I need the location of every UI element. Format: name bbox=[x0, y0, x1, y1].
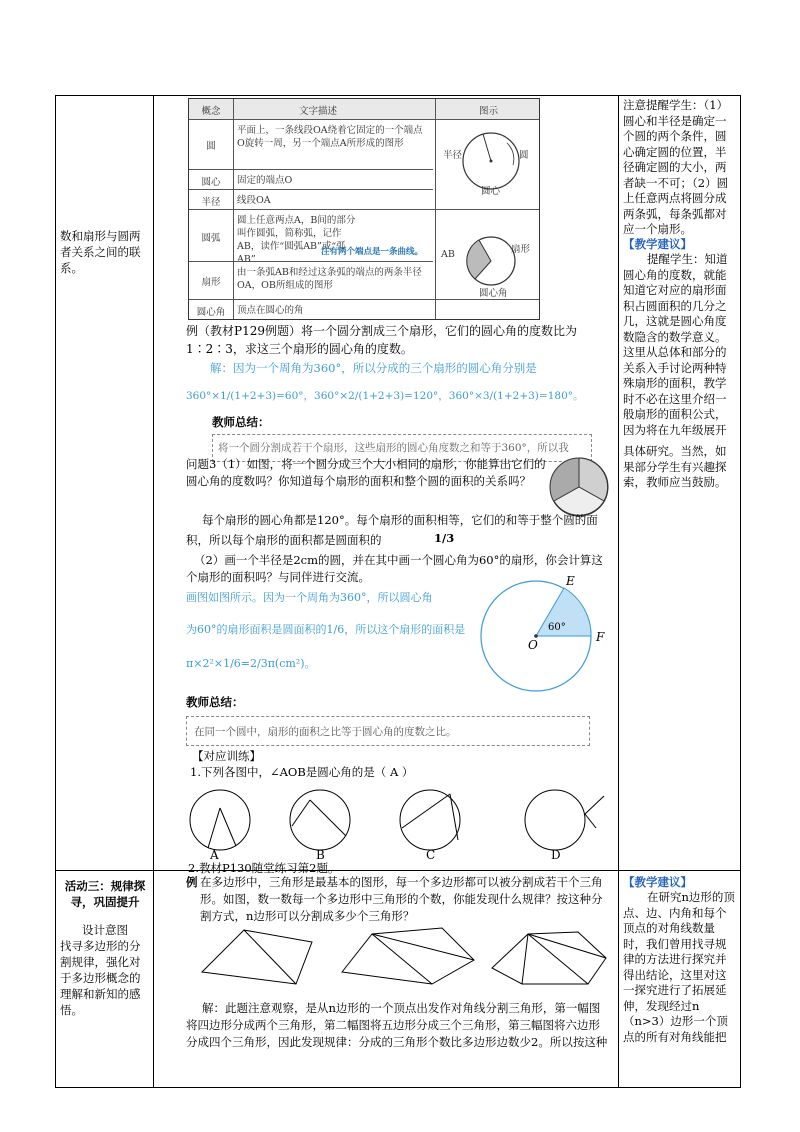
right-advice-title-2: 【教学建议】 bbox=[623, 875, 692, 889]
right-advice-more-1: 具体研究。当然，如果部分学生有兴趣探索，教师应当鼓励。 bbox=[623, 444, 727, 489]
activity3-desc: 找寻多边形的分割规律，强化对于多边形概念的理解和新知的感悟。 bbox=[60, 939, 141, 1017]
problem3-part2: （2）画一个半径是2cm的圆，并在其中画一个圆心角为60°的扇形，你会计算这个扇形的面积吗？与同伴进行交流。 bbox=[186, 553, 603, 584]
act3-example-label: 例 bbox=[186, 875, 198, 889]
example-solution-2: 360°×1/(1+2+3)=60°，360°×2/(1+2+3)=120°，360°×3/(1+2+3)=180°。 bbox=[186, 390, 584, 402]
fig-label-e: E bbox=[566, 574, 575, 588]
problem3-teacher-text: 在同一个圆中，扇形的面积之比等于圆心角的度数之比。 bbox=[194, 726, 457, 738]
desc-radius: 线段OA bbox=[237, 195, 271, 206]
problem3-answer: 每个扇形的圆心角都是120°。每个扇形的面积相等，它们的和等于整个圆的面积，所以每个扇形的面积都是圆面积的 bbox=[186, 513, 598, 547]
fig-label-angle: 圆心角 bbox=[479, 288, 508, 299]
table-top-border bbox=[55, 95, 740, 96]
problem3-teacher-label: 教师总结： bbox=[186, 695, 244, 709]
arc-note: 注有两个端点是一条曲线。 bbox=[321, 247, 424, 257]
option-label-d: D bbox=[551, 848, 561, 862]
header-concept: 概念 bbox=[201, 106, 221, 117]
right-note: 注意提醒学生：（1）圆心和半径是确定一个圆的两个条件，圆心确定圆的位置，半径确定圆的大小，两者缺一不可；（2）圆上任意两点将圆分成两条弧，每条弧都对应一个扇形。 bbox=[623, 98, 729, 236]
training-q1: 1.下列各图中，∠AOB是圆心角的是（ A ） bbox=[190, 765, 414, 779]
concept-row bbox=[189, 169, 433, 190]
activity3-subtitle: 设计意图 bbox=[82, 923, 128, 937]
right-advice-title-1: 【教学建议】 bbox=[623, 237, 692, 251]
option-label-a: A bbox=[210, 848, 219, 862]
header-figure: 图示 bbox=[479, 106, 499, 117]
table-col-divider-2 bbox=[618, 95, 619, 1088]
concept-row bbox=[189, 189, 433, 210]
desc-arc: 圆上任意两点A，B间的部分叫作圆弧，简称弧，记作AB，读作“圆弧AB”或“弧AB” bbox=[237, 215, 356, 265]
problem3-solution-2: 为60°的扇形面积是圆面积的1/6，所以这个扇形的面积是 bbox=[186, 623, 466, 636]
right-advice-text-2: 在研究n边形的顶点、边、内角和每个顶点的对角线数量时，我们曾用找寻规律的方法进行探究并得出结论，这里对这一探究进行了拓展延伸，发现经过n（n>3）边形一个顶点的所有对角线能把 bbox=[623, 890, 735, 1044]
desc-circle: 平面上，一条线段OA绕着它固定的一个端点O旋转一周，另一个端点A所形成的图形 bbox=[237, 125, 423, 149]
example-solution-1: 解：因为一个周角为360°，所以分成的三个扇形的圆心角分别是 bbox=[210, 361, 537, 375]
problem3-solution-1: 画图如图所示。因为一个周角为360°，所以圆心角 bbox=[186, 591, 433, 604]
header-description: 文字描述 bbox=[299, 106, 338, 117]
desc-central-angle: 顶点在圆心的角 bbox=[237, 305, 304, 316]
option-label-b: B bbox=[316, 848, 325, 862]
training-q2: 2.教材P130随堂练习第2题。 bbox=[188, 861, 340, 875]
right-advice-text-1: 提醒学生：知道圆心角的度数，就能知道它对应的扇形面积占圆面积的几分之几，这就是圆心角度数隐含的数学意义。这里从总体和部分的关系入手讨论两种特殊扇形的面积，教学时不必在这里介绍一般扇形的面积公式，因为将在九年级展开 bbox=[623, 252, 728, 437]
fig-label-arc: AB bbox=[441, 249, 455, 260]
fig-label-60: 60° bbox=[548, 622, 566, 633]
problem3-solution-3: π×2²×1/6=2/3π(cm²)。 bbox=[186, 657, 316, 670]
table-right-border bbox=[740, 95, 741, 1088]
table-bottom-border bbox=[55, 1087, 740, 1088]
table-left-border bbox=[55, 95, 56, 1088]
col1-relation-text: 数和扇形与圆两者关系之间的联系。 bbox=[60, 229, 141, 275]
fig-label-center: 圆心 bbox=[481, 186, 501, 197]
desc-sector: 由一条弧AB和经过这条弧的端点的两条半径OA，OB所组成的图形 bbox=[237, 267, 422, 291]
training-title: 【对应训练】 bbox=[192, 749, 261, 763]
fig-label-f: F bbox=[596, 630, 605, 644]
fig-label-o: O bbox=[528, 638, 538, 652]
term-center: 圆心 bbox=[201, 177, 221, 188]
fig-label-circle: 圆 bbox=[519, 150, 529, 161]
example-question: 例（教材P129例题）将一个圆分割成三个扇形，它们的圆心角的度数比为1∶2∶3，求这三个扇形的圆心角的度数。 bbox=[186, 324, 577, 356]
term-arc: 圆弧 bbox=[201, 233, 221, 244]
problem3-part1: 问题3（1）如图，将一个圆分成三个大小相同的扇形，你能算出它们的圆心角的度数吗？你知道每个扇形的面积和整个圆的面积的关系吗？ bbox=[186, 457, 546, 488]
concept-row bbox=[189, 261, 433, 298]
term-radius: 半径 bbox=[201, 197, 221, 208]
fig-label-radius: 半径 bbox=[443, 150, 463, 161]
example-teacher-text: 将一个圆分割成若干个扇形，这些扇形的圆心角度数之和等于360°，所以我 bbox=[218, 442, 569, 454]
polygon-figures bbox=[192, 922, 612, 992]
example-teacher-label: 教师总结： bbox=[212, 415, 270, 429]
act3-solution: 解：此题注意观察，是从n边形的一个顶点出发作对角线分割三角形，第一幅图将四边形分成两个三角形，第二幅图将五边形分成三个三角形，第三幅图将六边形分成四个三角形，因此发现规律：分成的三角形个数比多边形边数少2。所以按这种 bbox=[186, 1001, 608, 1049]
act3-example-text: 在多边形中，三角形是最基本的图形，每一个多边形都可以被分割成若干个三角形。如图，数一数每一个多边形中三角形的个数，你能发现什么规律？按这种分割方式，n边形可以分割成多少个三角形？ bbox=[200, 875, 603, 923]
activity3-title: 活动三：规律探寻，巩固提升 bbox=[64, 879, 146, 909]
table-col-divider-1 bbox=[153, 95, 154, 1088]
concept-table-header bbox=[189, 99, 539, 119]
concept-table bbox=[188, 98, 540, 320]
problem3-fraction: 1/3 bbox=[434, 531, 455, 545]
fig-label-sector: 扇形 bbox=[511, 244, 531, 255]
option-label-c: C bbox=[426, 848, 436, 862]
desc-center: 固定的端点O bbox=[237, 175, 293, 186]
term-central-angle: 圆心角 bbox=[196, 307, 226, 318]
three-sector-figure bbox=[548, 456, 610, 518]
term-circle: 圆 bbox=[206, 141, 216, 152]
term-sector: 扇形 bbox=[201, 277, 221, 288]
training-figures bbox=[180, 780, 610, 860]
